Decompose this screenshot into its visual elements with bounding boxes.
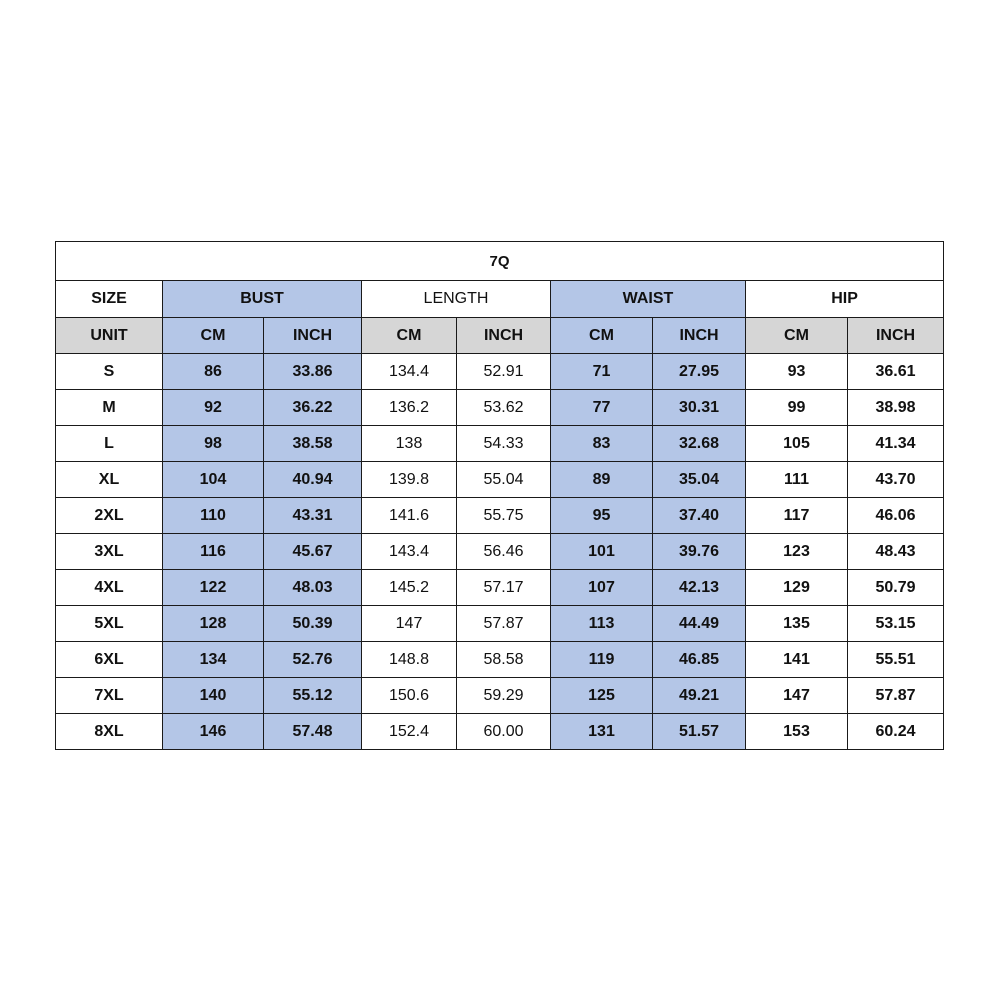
table-row <box>56 678 944 714</box>
measurement-cell: 117 <box>746 498 848 534</box>
measurement-cell: 41.34 <box>848 426 944 462</box>
measurement-cell: 53.62 <box>457 390 551 426</box>
unit-column-header: UNIT <box>56 318 163 354</box>
size-label: M <box>56 390 163 426</box>
table-title: 7Q <box>56 242 944 281</box>
measurement-cell: 48.43 <box>848 534 944 570</box>
measurement-cell: 55.75 <box>457 498 551 534</box>
measurement-cell: 125 <box>551 678 653 714</box>
measurement-cell: 98 <box>163 426 264 462</box>
measurement-cell: 147 <box>362 606 457 642</box>
measurement-cell: 35.04 <box>653 462 746 498</box>
size-chart-table <box>55 241 944 750</box>
measurement-cell: 123 <box>746 534 848 570</box>
unit-header-row <box>56 318 944 354</box>
measurement-cell: 32.68 <box>653 426 746 462</box>
measurement-cell: 52.76 <box>264 642 362 678</box>
measurement-cell: 135 <box>746 606 848 642</box>
unit-header-bust-cm: CM <box>163 318 264 354</box>
table-row <box>56 570 944 606</box>
measurement-cell: 46.06 <box>848 498 944 534</box>
size-label: 4XL <box>56 570 163 606</box>
measurement-cell: 107 <box>551 570 653 606</box>
measurement-cell: 50.39 <box>264 606 362 642</box>
table-row <box>56 498 944 534</box>
measurement-cell: 27.95 <box>653 354 746 390</box>
measurement-cell: 116 <box>163 534 264 570</box>
measurement-cell: 53.15 <box>848 606 944 642</box>
measurement-cell: 38.98 <box>848 390 944 426</box>
measurement-cell: 49.21 <box>653 678 746 714</box>
measurement-cell: 86 <box>163 354 264 390</box>
unit-header-waist-inch: INCH <box>653 318 746 354</box>
measurement-cell: 148.8 <box>362 642 457 678</box>
measurement-cell: 95 <box>551 498 653 534</box>
group-header-waist: WAIST <box>551 281 746 318</box>
size-label: 2XL <box>56 498 163 534</box>
group-header-bust: BUST <box>163 281 362 318</box>
measurement-cell: 50.79 <box>848 570 944 606</box>
measurement-cell: 128 <box>163 606 264 642</box>
measurement-cell: 83 <box>551 426 653 462</box>
size-label: 5XL <box>56 606 163 642</box>
measurement-cell: 110 <box>163 498 264 534</box>
measurement-cell: 37.40 <box>653 498 746 534</box>
measurement-cell: 42.13 <box>653 570 746 606</box>
unit-header-length-inch: INCH <box>457 318 551 354</box>
measurement-cell: 44.49 <box>653 606 746 642</box>
size-chart-body <box>56 242 944 750</box>
measurement-cell: 113 <box>551 606 653 642</box>
unit-header-waist-cm: CM <box>551 318 653 354</box>
measurement-cell: 48.03 <box>264 570 362 606</box>
measurement-cell: 55.12 <box>264 678 362 714</box>
measurement-cell: 54.33 <box>457 426 551 462</box>
measurement-cell: 51.57 <box>653 714 746 750</box>
size-column-header: SIZE <box>56 281 163 318</box>
measurement-cell: 129 <box>746 570 848 606</box>
size-label: 7XL <box>56 678 163 714</box>
measurement-cell: 36.22 <box>264 390 362 426</box>
measurement-cell: 153 <box>746 714 848 750</box>
measurement-cell: 89 <box>551 462 653 498</box>
table-row <box>56 354 944 390</box>
table-row <box>56 462 944 498</box>
table-row <box>56 714 944 750</box>
table-row <box>56 390 944 426</box>
measurement-cell: 99 <box>746 390 848 426</box>
measurement-cell: 104 <box>163 462 264 498</box>
measurement-cell: 141 <box>746 642 848 678</box>
measurement-cell: 136.2 <box>362 390 457 426</box>
size-label: L <box>56 426 163 462</box>
unit-header-hip-inch: INCH <box>848 318 944 354</box>
measurement-cell: 93 <box>746 354 848 390</box>
measurement-cell: 58.58 <box>457 642 551 678</box>
measurement-cell: 131 <box>551 714 653 750</box>
measurement-cell: 122 <box>163 570 264 606</box>
unit-header-hip-cm: CM <box>746 318 848 354</box>
measurement-cell: 57.87 <box>848 678 944 714</box>
measurement-cell: 138 <box>362 426 457 462</box>
measurement-cell: 77 <box>551 390 653 426</box>
measurement-cell: 40.94 <box>264 462 362 498</box>
measurement-cell: 150.6 <box>362 678 457 714</box>
measurement-cell: 141.6 <box>362 498 457 534</box>
measurement-cell: 33.86 <box>264 354 362 390</box>
measurement-cell: 119 <box>551 642 653 678</box>
measurement-cell: 55.04 <box>457 462 551 498</box>
measurement-cell: 38.58 <box>264 426 362 462</box>
measurement-cell: 139.8 <box>362 462 457 498</box>
measurement-cell: 105 <box>746 426 848 462</box>
measurement-cell: 30.31 <box>653 390 746 426</box>
measurement-cell: 57.87 <box>457 606 551 642</box>
measurement-cell: 145.2 <box>362 570 457 606</box>
table-row <box>56 426 944 462</box>
size-label: 3XL <box>56 534 163 570</box>
measurement-cell: 52.91 <box>457 354 551 390</box>
measurement-cell: 45.67 <box>264 534 362 570</box>
unit-header-bust-inch: INCH <box>264 318 362 354</box>
group-header-row <box>56 281 944 318</box>
measurement-cell: 59.29 <box>457 678 551 714</box>
measurement-cell: 134 <box>163 642 264 678</box>
measurement-cell: 111 <box>746 462 848 498</box>
measurement-cell: 134.4 <box>362 354 457 390</box>
measurement-cell: 43.31 <box>264 498 362 534</box>
size-label: 6XL <box>56 642 163 678</box>
measurement-cell: 46.85 <box>653 642 746 678</box>
table-row <box>56 606 944 642</box>
measurement-cell: 71 <box>551 354 653 390</box>
measurement-cell: 39.76 <box>653 534 746 570</box>
size-label: 8XL <box>56 714 163 750</box>
measurement-cell: 152.4 <box>362 714 457 750</box>
group-header-hip: HIP <box>746 281 944 318</box>
measurement-cell: 57.48 <box>264 714 362 750</box>
measurement-cell: 55.51 <box>848 642 944 678</box>
measurement-cell: 56.46 <box>457 534 551 570</box>
measurement-cell: 60.00 <box>457 714 551 750</box>
measurement-cell: 147 <box>746 678 848 714</box>
group-header-length: LENGTH <box>362 281 551 318</box>
size-label: XL <box>56 462 163 498</box>
size-label: S <box>56 354 163 390</box>
title-row <box>56 242 944 281</box>
measurement-cell: 57.17 <box>457 570 551 606</box>
measurement-cell: 101 <box>551 534 653 570</box>
table-row <box>56 642 944 678</box>
table-row <box>56 534 944 570</box>
measurement-cell: 36.61 <box>848 354 944 390</box>
measurement-cell: 92 <box>163 390 264 426</box>
measurement-cell: 146 <box>163 714 264 750</box>
measurement-cell: 60.24 <box>848 714 944 750</box>
measurement-cell: 143.4 <box>362 534 457 570</box>
unit-header-length-cm: CM <box>362 318 457 354</box>
measurement-cell: 43.70 <box>848 462 944 498</box>
measurement-cell: 140 <box>163 678 264 714</box>
